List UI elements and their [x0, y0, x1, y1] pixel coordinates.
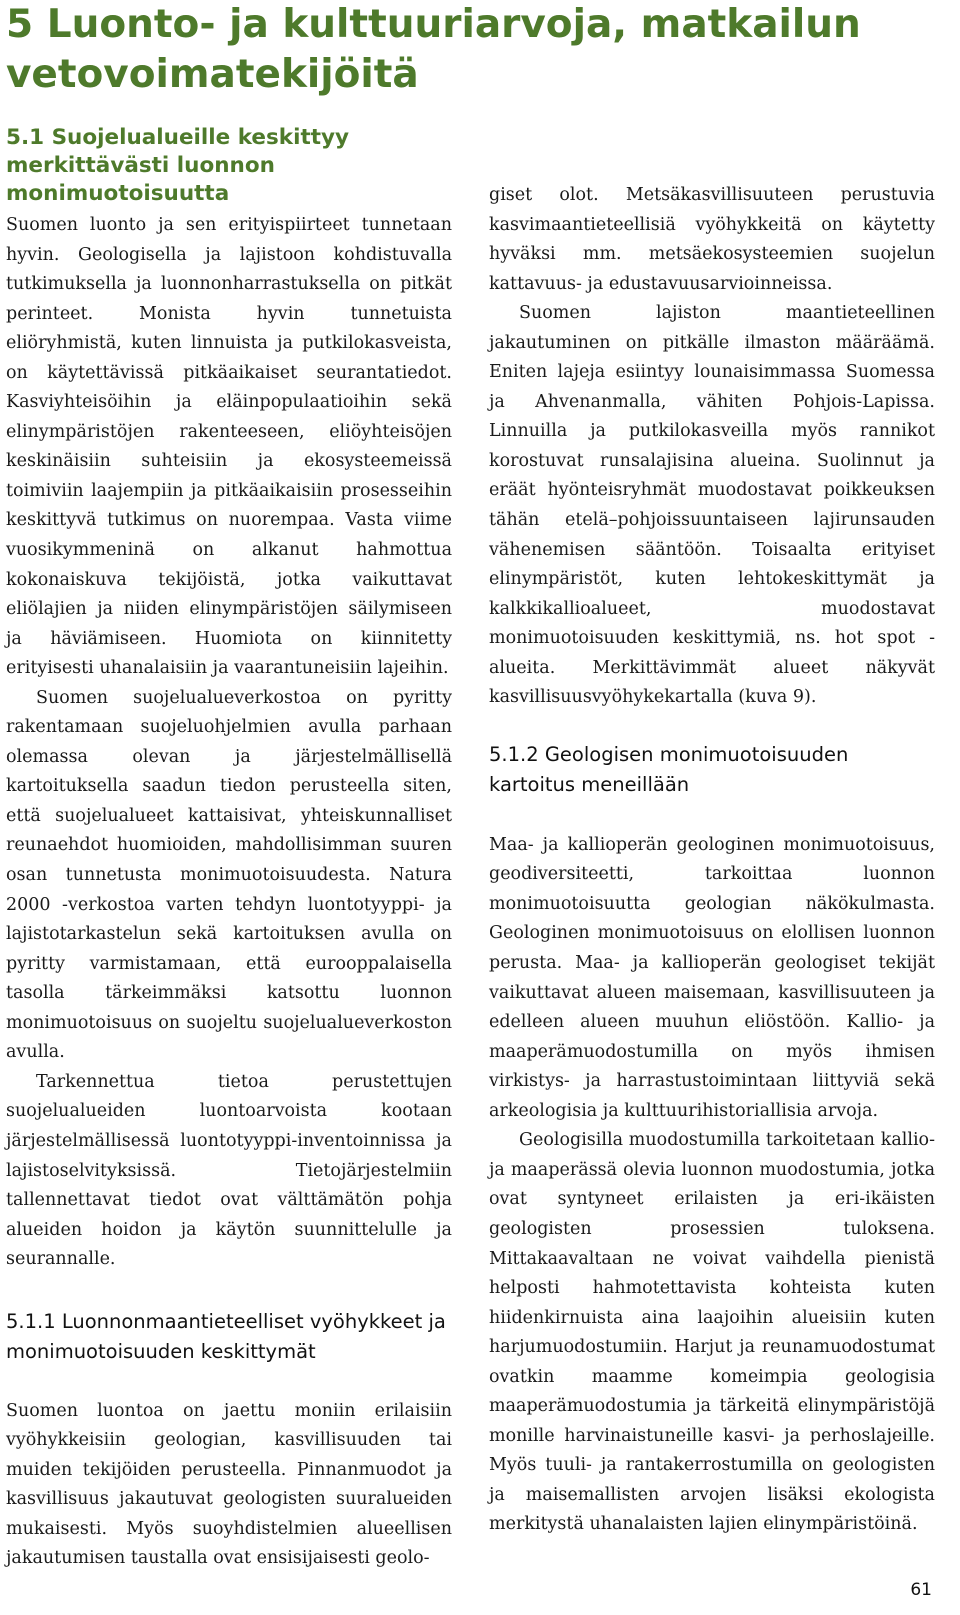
right-paragraph-2: Suomen lajiston maantieteellinen jakautuminen on pitkälle ilmaston määräämä. Eniten lajeja esiintyy lounaisimmassa Suomessa ja Ahvenanmalla, vähiten Pohjois-Lapissa. Linnuilla ja putkilokasveilla myös rannikot korostuvat runsalajisina alueina. Suolinnut ja eräät hyönteisryhmät muodostavat poikkeuksen tähän etelä–pohjoissuuntaiseen lajirunsauden vähenemisen sääntöön. Toisaalta erityiset elinympäristöt, kuten lehtokeskittymät ja kalkkikallioalueet, muodostavat monimuotoisuuden keskittymiä, ns. hot spot -alueita. Merkittävimmät alueet näkyvät kasvillisuusvyöhykekartalla (kuva 9).	[489, 303, 935, 708]
section-title: 5.1 Suojelualueille keskittyy merkittävästi luonnon monimuotoisuutta	[6, 125, 350, 206]
chapter-title: 5 Luonto- ja kulttuuriarvoja, matkailun vetovoimatekijöitä	[6, 2, 861, 97]
right-paragraph-1: giset olot. Metsäkasvillisuuteen perustuvia kasvimaantieteellisiä vyöhykkeitä on käytetty hyväksi mm. metsäekosysteemien suojelun kattavuus- ja edustavuusarvioinneissa.	[489, 185, 935, 294]
page-number: 61	[910, 1580, 932, 1600]
left-paragraph-4: Suomen luontoa on jaettu moniin erilaisiin vyöhykkeisiin geologian, kasvillisuuden tai muiden tekijöiden perusteella. Pinnanmuodot ja kasvillisuus jakautuvat geologisten suuralueiden mukaisesti. Myös suoyhdistelmien alueellisen jakautumisen taustalla ovat ensisijaisesti geolo-	[6, 1400, 452, 1569]
subsection-heading-5-1-2: 5.1.2 Geologisen monimuotoisuuden kartoitus meneillään	[489, 742, 849, 796]
left-column	[6, 211, 452, 1574]
right-column	[489, 181, 935, 1540]
subsection-heading-5-1-1: 5.1.1 Luonnonmaantieteelliset vyöhykkeet ja monimuotoisuuden keskittymät	[6, 1309, 446, 1363]
left-paragraph-3: Tarkennettua tietoa perustettujen suojelualueiden luontoarvoista kootaan järjestelmällisessä luontotyyppi-inventoinnissa ja lajistoselvityksissä. Tietojärjestelmiin tallennettavat tiedot ovat välttämätön pohja alueiden hoidon ja käytön suunnittelulle ja seurannalle.	[6, 1071, 452, 1270]
left-paragraph-1: Suomen luonto ja sen erityispiirteet tunnetaan hyvin. Geologisella ja lajistoon kohdistuvalla tutkimuksella ja luonnonharrastuksella on pitkät perinteet. Monista hyvin tunnetuista eliöryhmistä, kuten linnuista ja putkilokasveista, on käytettävissä pitkäaikaiset seurantatiedot. Kasviyhteisöihin ja eläinpopulaatioihin sekä elinympäristöjen rakenteeseen, eliöyhteisöjen keskinäisiin suhteisiin ja ekosysteemeissä toimiviin laajempiin ja pitkäaikaisiin prosesseihin keskittyvä tutkimus on nuorempaa. Vasta viime vuosikymmeninä on alkanut hahmottua kokonaiskuva tekijöistä, jotka vaikuttavat eliölajien ja niiden elinympäristöjen säilymiseen ja häviämiseen. Huomiota on kiinnitetty erityisesti uhanalaisiin ja vaarantuneisiin lajeihin.	[6, 215, 452, 679]
right-paragraph-4: Geologisilla muodostumilla tarkoitetaan kallio- ja maaperässä olevia luonnon muodostumia, jotka ovat syntyneet erilaisten ja eri-ikäisten geologisten prosessien tuloksena. Mittakaavaltaan ne voivat vaihdella pienistä helposti hahmotettavista kohteista kuten hiidenkirnuista aina laajoihin alueisiin kuten harjumuodostumiin. Harjut ja reunamuodostumat ovatkin maamme komeimpia geologisia maaperämuodostumia ja tärkeitä elinympäristöjä monille harvinaistuneille kasvi- ja perhoslajeille. Myös tuuli- ja rantakerrostumilla on geologisten ja maisemallisten arvojen lisäksi ekologista merkitystä uhanalaisten lajien elinympäristöinä.	[489, 1130, 935, 1535]
left-paragraph-2: Suomen suojelualueverkostoa on pyritty rakentamaan suojeluohjelmien avulla parhaan olemassa olevan ja järjestelmällisellä kartoituksella saadun tiedon perusteella siten, että suojelualueet kattaisivat, yhteiskunnalliset reunaehdot huomioiden, mahdollisimman suuren osan tunnetusta monimuotoisuudesta. Natura 2000 -verkostoa varten tehdyn luontotyyppi- ja lajistotarkastelun sekä kartoituksen avulla on pyritty varmistamaan, että eurooppalaisella tasolla tärkeimmäksi katsottu luonnon monimuotoisuus on suojeltu suojelualueverkoston avulla.	[6, 687, 452, 1063]
right-paragraph-3: Maa- ja kallioperän geologinen monimuotoisuus, geodiversiteetti, tarkoittaa luonnon monimuotoisuutta geologian näkökulmasta. Geologinen monimuotoisuus on elollisen luonnon perusta. Maa- ja kallioperän geologiset tekijät vaikuttavat alueen maisemaan, kasvillisuuteen ja edelleen alueen muuhun eliöstöön. Kallio- ja maaperämuodostumilla on myös ihmisen virkistys- ja harrastustoimintaan liittyviä sekä arkeologisia ja kulttuurihistoriallisia arvoja.	[489, 834, 935, 1121]
